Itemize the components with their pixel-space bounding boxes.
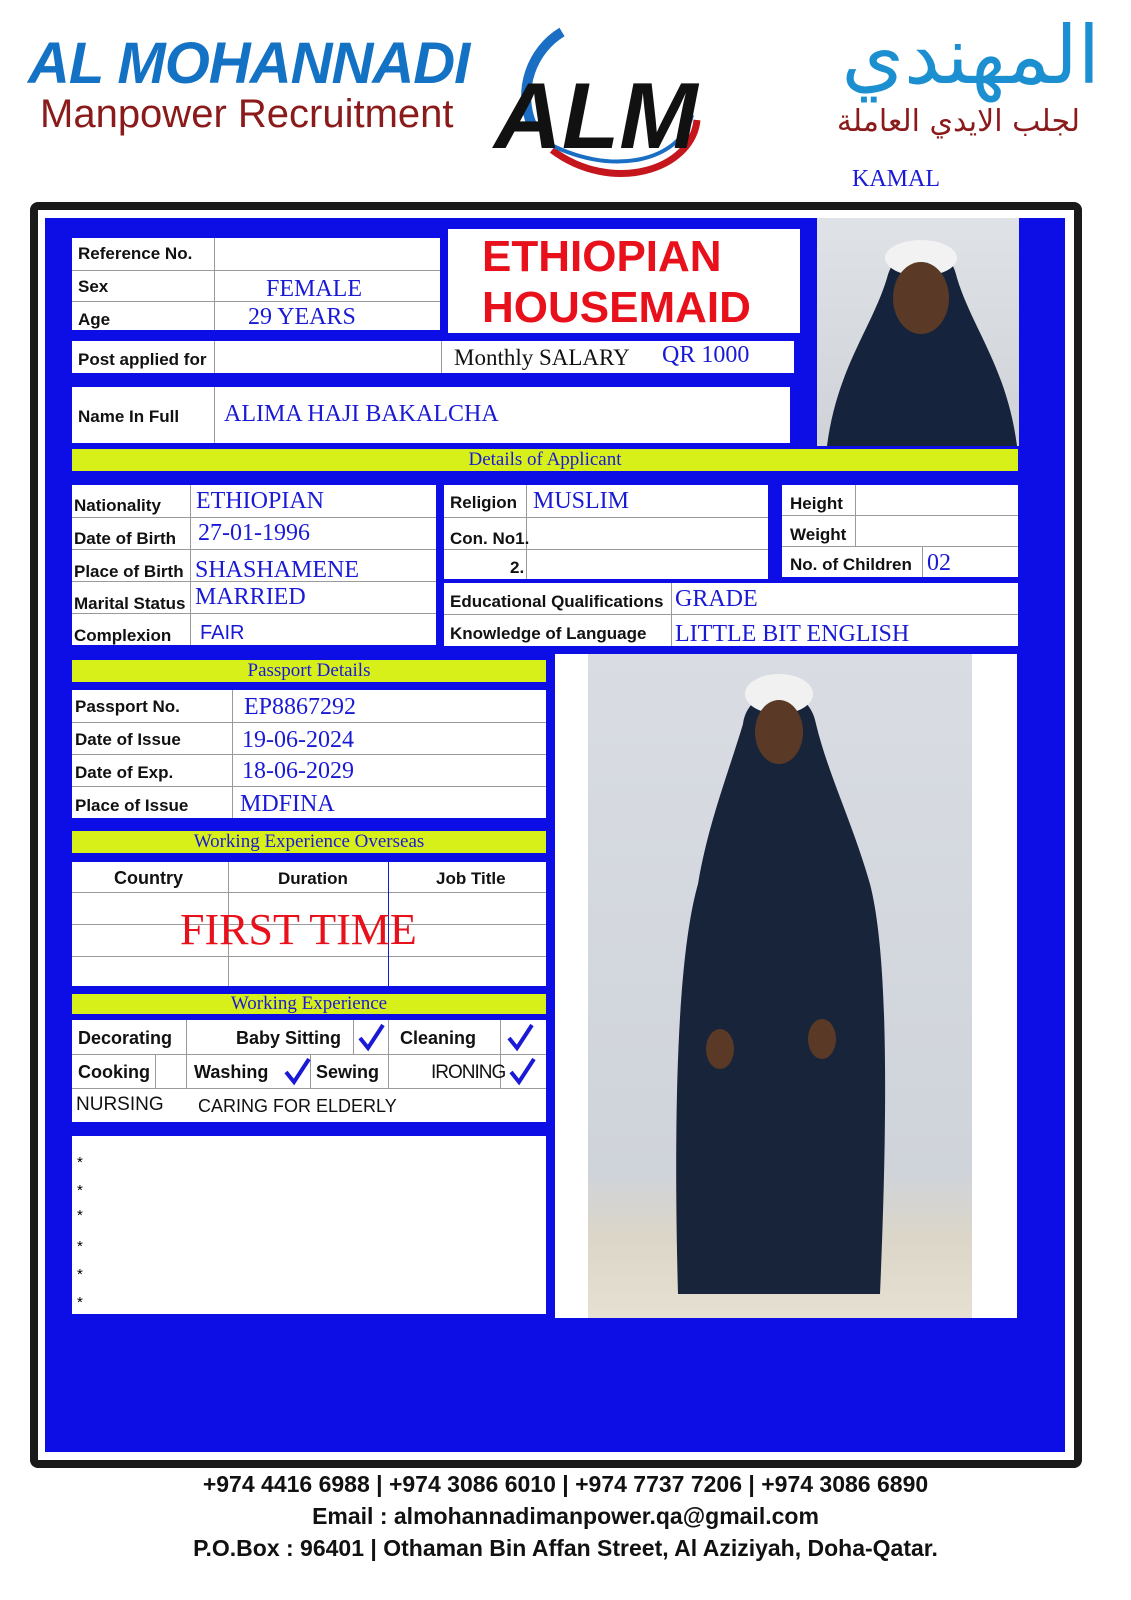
check-icon <box>505 1022 535 1052</box>
portrait-photo <box>817 218 1019 446</box>
check-icon <box>507 1056 537 1086</box>
skill-cleaning: Cleaning <box>400 1028 477 1048</box>
skill-decorating: Decorating <box>78 1028 173 1048</box>
note-bullet: * <box>77 1182 83 1199</box>
col-duration: Duration <box>278 869 348 888</box>
salary-label: Monthly SALARY <box>454 345 630 370</box>
photo-hand-right <box>808 1019 836 1059</box>
check-icon <box>282 1056 312 1086</box>
pob-label: Place of Birth <box>74 562 184 581</box>
con2-label: 2. <box>510 558 525 577</box>
issue-place-value: MDFINA <box>240 791 335 817</box>
skill-caring: CARING FOR ELDERLY <box>198 1096 397 1116</box>
salary-value: QR 1000 <box>662 342 750 368</box>
marital-value: MARRIED <box>195 584 306 610</box>
education-value: GRADE <box>675 586 758 612</box>
nationality-label: Nationality <box>74 496 161 515</box>
passport-no-label: Passport No. <box>75 697 180 716</box>
brand-name-ar: المهندي <box>841 9 1100 102</box>
first-time-note: FIRST TIME <box>180 905 417 954</box>
skill-ironing: IRONING <box>431 1062 506 1083</box>
note-bullet: * <box>77 1266 83 1283</box>
full-body-photo <box>588 654 972 1318</box>
note-bullet: * <box>77 1294 83 1311</box>
skill-washing: Washing <box>194 1062 269 1082</box>
skill-cooking: Cooking <box>78 1062 150 1082</box>
footer-phones: +974 4416 6988 | +974 3086 6010 | +974 7737 7206 | +974 3086 6890 <box>202 1471 929 1497</box>
check-icon <box>356 1022 386 1052</box>
brand-subtitle-ar: لجلب الايدي العاملة <box>836 104 1080 139</box>
photo-abaya <box>676 692 885 1294</box>
company-logo <box>492 20 722 180</box>
details-band: Details of Applicant <box>72 449 1018 471</box>
issue-date-label: Date of Issue <box>75 730 181 749</box>
age-value: 29 YEARS <box>248 304 356 330</box>
pob-value: SHASHAMENE <box>195 557 360 583</box>
exp-date-label: Date of Exp. <box>75 763 174 782</box>
skills-band: Working Experience <box>72 994 546 1014</box>
footer-email: Email : almohannadimanpower.qa@gmail.com <box>312 1503 819 1529</box>
title-line1: ETHIOPIAN <box>482 232 722 281</box>
brand-name-en: AL MOHANNADI <box>28 31 470 96</box>
nationality-value: ETHIOPIAN <box>196 488 324 514</box>
note-bullet: * <box>77 1238 83 1255</box>
agent-name: KAMAL <box>852 166 940 192</box>
language-label: Knowledge of Language <box>450 624 647 643</box>
sex-value: FEMALE <box>266 276 362 302</box>
overseas-band: Working Experience Overseas <box>72 831 546 853</box>
name-value: ALIMA HAJI BAKALCHA <box>224 401 499 427</box>
skill-nursing: NURSING <box>76 1094 164 1115</box>
con1-label: Con. No1. <box>450 529 530 548</box>
complexion-value: FAIR <box>200 622 245 644</box>
footer-address: P.O.Box : 96401 | Othaman Bin Affan Street, Al Aziziyah, Doha-Qatar. <box>193 1535 938 1561</box>
dob-label: Date of Birth <box>74 529 176 548</box>
height-label: Height <box>790 494 843 513</box>
children-label: No. of Children <box>790 555 912 574</box>
sex-label: Sex <box>78 277 109 296</box>
note-bullet: * <box>77 1154 83 1171</box>
post-label: Post applied for <box>78 350 207 369</box>
age-label: Age <box>78 310 111 329</box>
passport-band: Passport Details <box>72 660 546 682</box>
education-label: Educational Qualifications <box>450 592 664 611</box>
note-bullet: * <box>77 1207 83 1224</box>
religion-label: Religion <box>450 493 518 512</box>
religion-value: MUSLIM <box>533 488 630 514</box>
notes-box <box>72 1136 546 1314</box>
ref-label: Reference No. <box>78 244 193 263</box>
language-value: LITTLE BIT ENGLISH <box>675 621 910 647</box>
brand-subtitle-en: Manpower Recruitment <box>40 92 454 136</box>
children-value: 02 <box>927 550 951 576</box>
issue-date-value: 19-06-2024 <box>242 727 354 753</box>
col-country: Country <box>114 868 183 888</box>
photo-face <box>755 700 803 764</box>
name-label: Name In Full <box>78 407 180 426</box>
skill-sewing: Sewing <box>316 1062 380 1082</box>
col-job-title: Job Title <box>436 869 506 888</box>
issue-place-label: Place of Issue <box>75 796 189 815</box>
exp-date-value: 18-06-2029 <box>242 758 354 784</box>
passport-no-value: EP8867292 <box>244 694 357 720</box>
portrait-face <box>893 262 949 334</box>
photo-hand-left <box>706 1029 734 1069</box>
weight-label: Weight <box>790 525 847 544</box>
marital-label: Marital Status <box>74 594 186 613</box>
dob-value: 27-01-1996 <box>198 520 310 546</box>
logo-mark-text: ALM <box>494 63 698 168</box>
complexion-label: Complexion <box>74 626 172 645</box>
title-line2: HOUSEMAID <box>482 283 751 332</box>
skill-baby-sitting: Baby Sitting <box>236 1028 342 1048</box>
